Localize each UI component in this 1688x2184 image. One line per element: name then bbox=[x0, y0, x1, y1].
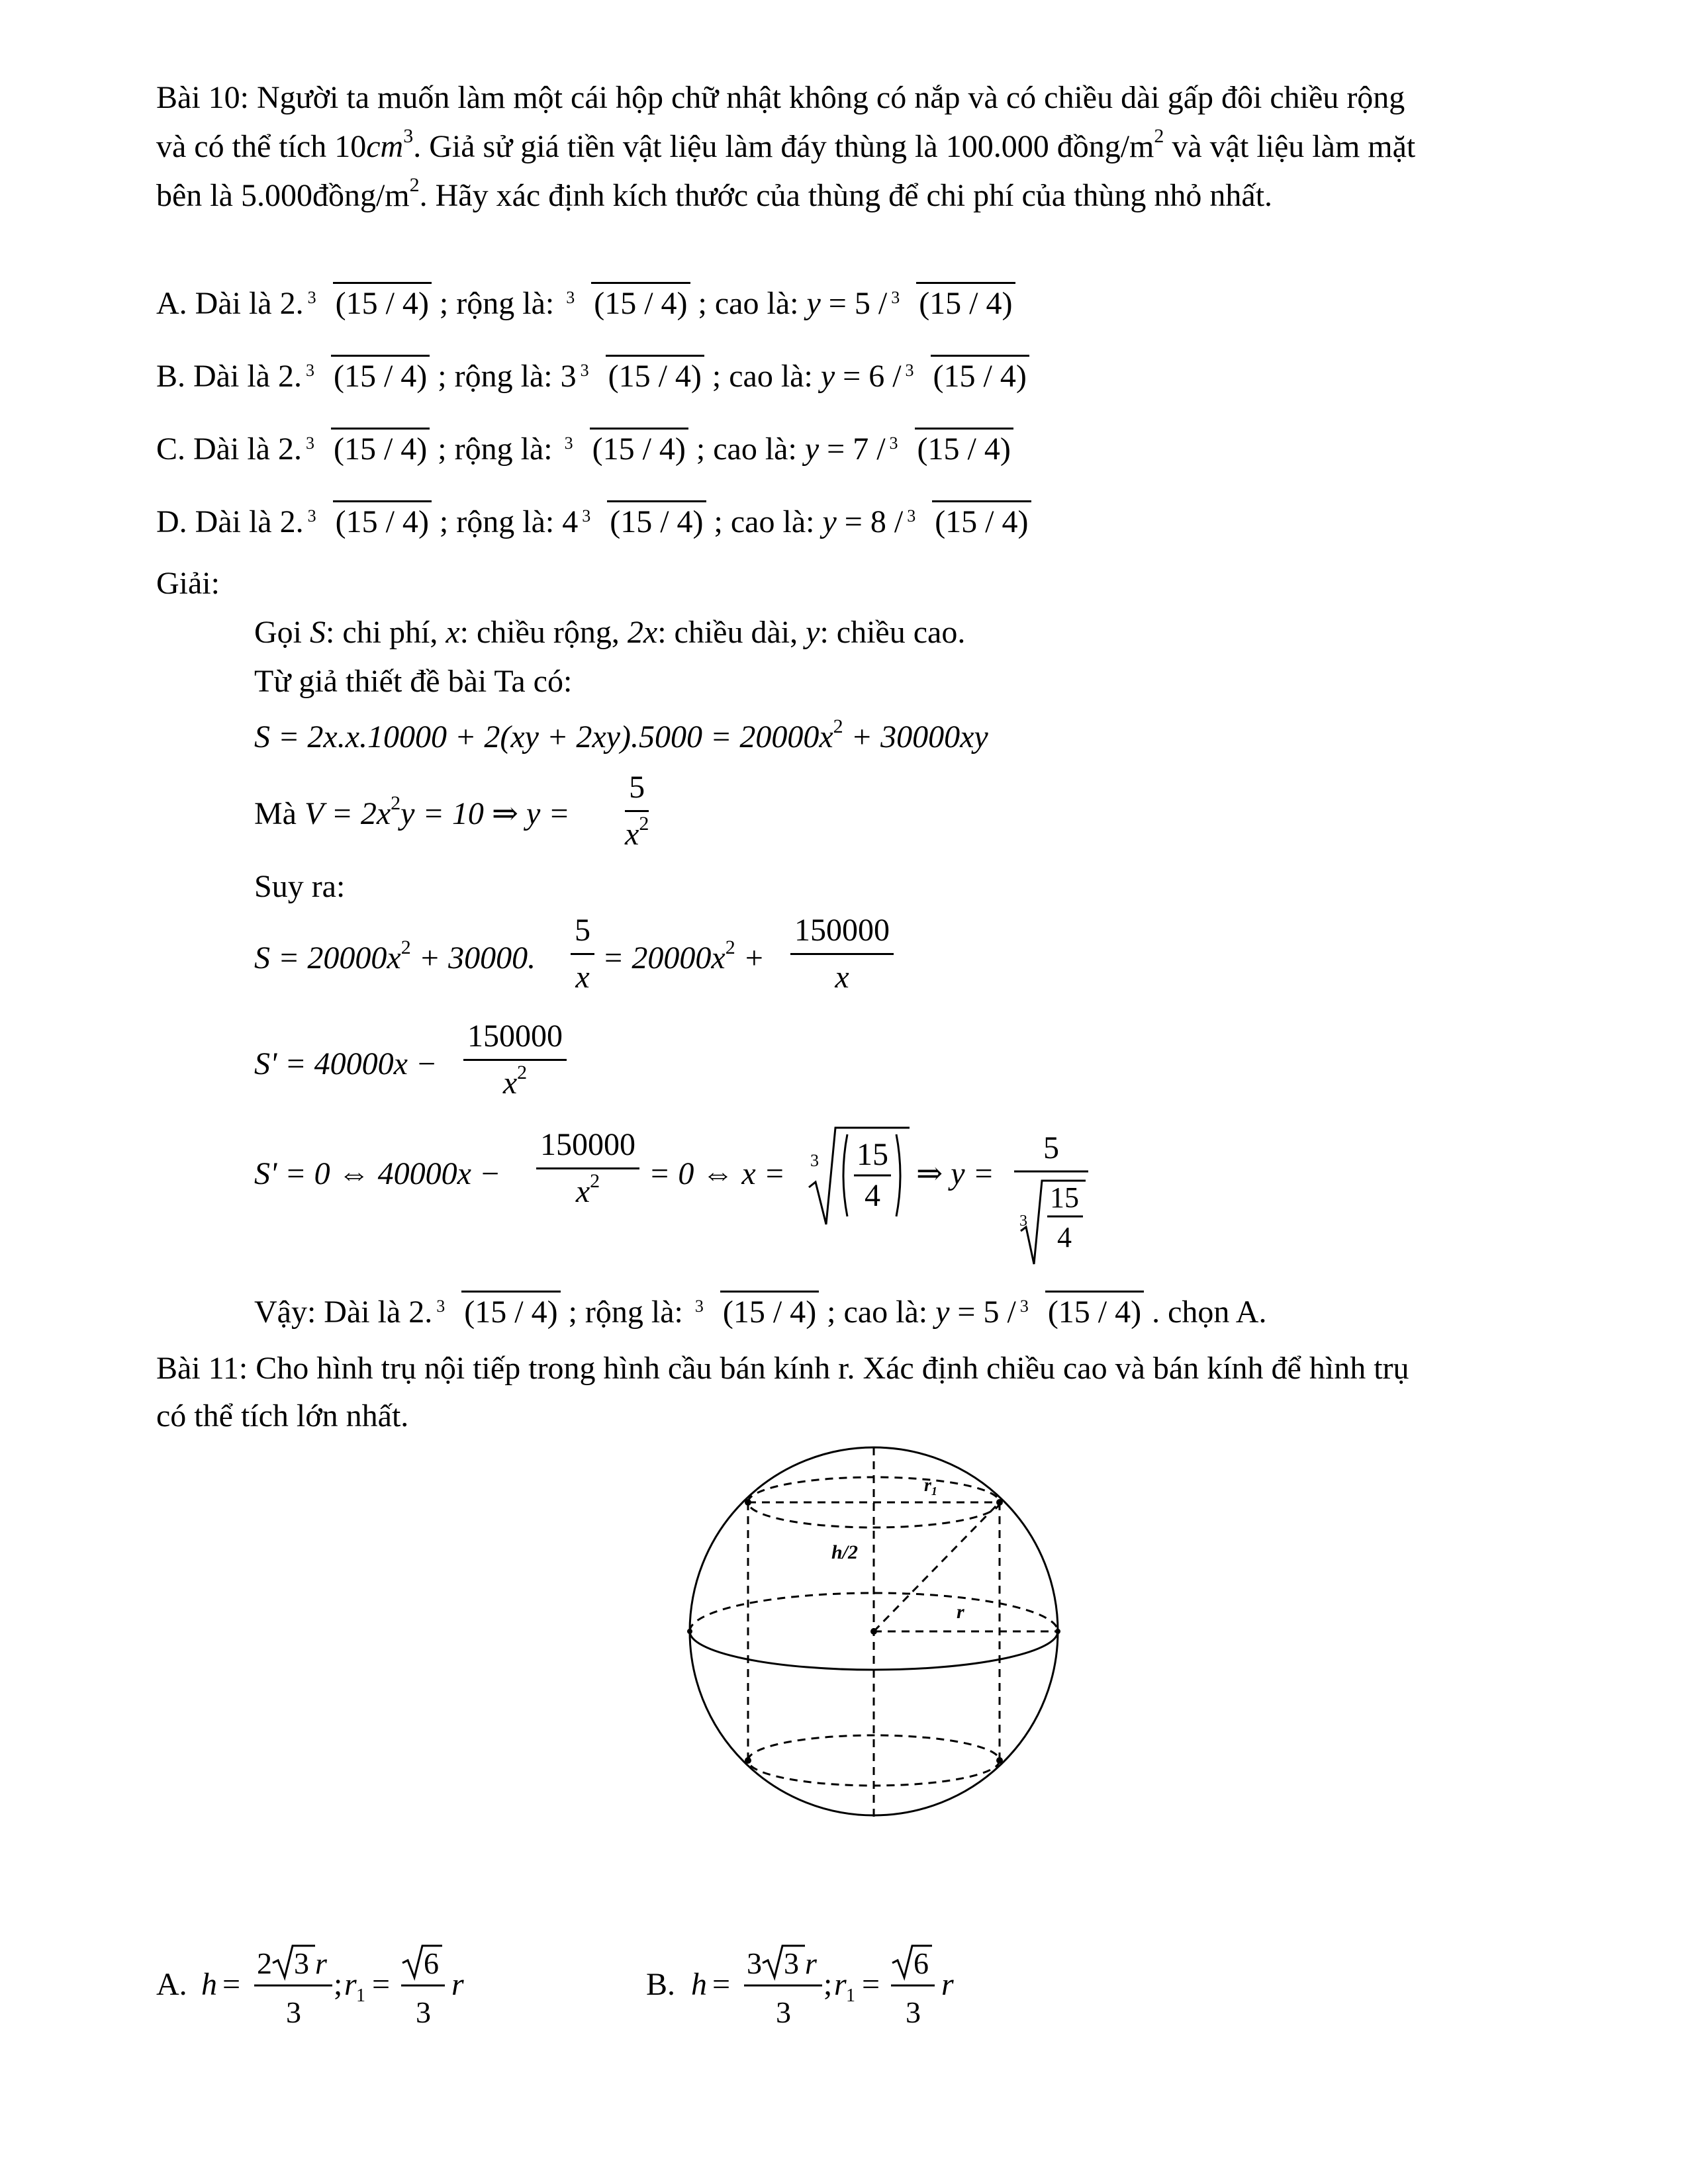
cube-root: 3 (15 / 4) bbox=[904, 356, 1029, 396]
suy-ra: Suy ra: bbox=[254, 869, 346, 904]
equation-s-cont: = $20000x^2$ + bbox=[602, 936, 765, 976]
cube-root: 3 (15 / 4) bbox=[906, 502, 1031, 542]
svg-text:6: 6 bbox=[914, 1946, 929, 1980]
svg-text:5: 5 bbox=[1043, 1130, 1059, 1165]
svg-text:6: 6 bbox=[424, 1946, 439, 1980]
solution-heading: Giải: bbox=[156, 566, 220, 601]
svg-text:r: r bbox=[941, 1967, 954, 2002]
cube-root: 3 (15 / 4) bbox=[563, 429, 688, 469]
svg-text:;: ; bbox=[823, 1967, 833, 2002]
svg-text:=: = bbox=[712, 1967, 731, 2002]
point bbox=[687, 1629, 692, 1634]
svg-text:3: 3 bbox=[906, 1995, 921, 2029]
svg-text:=: = bbox=[862, 1967, 880, 2002]
cube-root: 3 (15 / 4) bbox=[305, 356, 430, 396]
point bbox=[745, 1757, 751, 1764]
svg-text:=: = bbox=[372, 1967, 391, 2002]
svg-text:r: r bbox=[451, 1967, 464, 2002]
bai10-line2: và có thể tích $10cm^3$. Giả sử giá tiền vật liệu làm đáy thùng là 100.000 đồng/$m^2$ và vật liệu làm mặt bbox=[156, 125, 1416, 164]
svg-text:3: 3 bbox=[286, 1995, 301, 2029]
fraction-5-over-root bbox=[1011, 1125, 1091, 1271]
bai10-line3: bên là $5.000đồng/m^2$. Hãy xác định kích thước của thùng để chi phí của thùng nhỏ nhất. bbox=[156, 174, 1273, 213]
equation-s: $S = 20000x^2 + 30000$. bbox=[254, 936, 536, 976]
cube-root: 3 (15 / 4) bbox=[306, 502, 432, 542]
label-r: r bbox=[957, 1601, 964, 1623]
cube-root: 3 (15 / 4) bbox=[306, 283, 432, 324]
svg-text:r: r bbox=[344, 1967, 357, 2002]
cube-root: 3 (15 / 4) bbox=[565, 283, 690, 324]
label-r1: $r_1$ bbox=[924, 1475, 937, 1498]
equator-back bbox=[690, 1593, 1058, 1631]
bai11-line1: Bài 11: Cho hình trụ nội tiếp trong hình cầu bán kính r. Xác định chiều cao và bán kính để hình trụ bbox=[156, 1351, 1409, 1386]
svg-text:r: r bbox=[834, 1967, 847, 2002]
cube-root: 3 (15 / 4) bbox=[581, 502, 706, 542]
svg-text:3: 3 bbox=[416, 1995, 431, 2029]
svg-text:h: h bbox=[691, 1967, 707, 2002]
equator-front bbox=[690, 1631, 1058, 1670]
svg-text:A.: A. bbox=[156, 1967, 187, 2002]
sphere-cylinder-diagram bbox=[682, 1439, 1079, 1840]
svg-text:3: 3 bbox=[776, 1995, 791, 2029]
svg-text:3: 3 bbox=[747, 1946, 762, 1980]
cube-root: 3 (15 / 4) bbox=[579, 356, 704, 396]
cube-root: 3 (15 / 4) bbox=[435, 1292, 560, 1332]
solution-line2: Từ giả thiết đề bài Ta có: bbox=[254, 664, 573, 699]
option-c: C. Dài là 2. 3 (15 / 4) ; rộng là: 3 (15 / 4) ; cao là: y = 7 / 3 (15 / 4) bbox=[156, 429, 1013, 469]
svg-text:3: 3 bbox=[294, 1946, 309, 1980]
svg-text:B.: B. bbox=[646, 1967, 676, 2002]
radical-sign bbox=[806, 1118, 912, 1231]
point bbox=[745, 1499, 751, 1506]
solution-line1: Gọi S: chi phí, x: chiều rộng, 2x: chiều dài, y: chiều cao. bbox=[254, 615, 966, 650]
fraction-150000-over-x2: $\frac{150000}{x^2}$ bbox=[463, 1017, 567, 1103]
fraction-150000-over-x: $\frac{150000}{x}$ bbox=[790, 911, 894, 997]
conclusion: Vậy: Dài là 2. 3 (15 / 4) ; rộng là: 3 (15 / 4) ; cao là: y = 5 / 3 (15 / 4) . chọn A. bbox=[254, 1292, 1266, 1332]
option-a: A. Dài là 2. 3 (15 / 4) ; rộng là: 3 (15 / 4) ; cao là: y = 5 / 3 (15 / 4) bbox=[156, 283, 1015, 324]
answer-b bbox=[646, 1939, 1176, 2032]
option-d: D. Dài là 2. 3 (15 / 4) ; rộng là: 4 3 (15 / 4) ; cao là: y = 8 / 3 (15 / 4) bbox=[156, 502, 1031, 542]
point bbox=[1055, 1629, 1060, 1634]
svg-text:4: 4 bbox=[865, 1178, 880, 1213]
bai10-line1: Bài 10: Người ta muốn làm một cái hộp chữ nhật không có nắp và có chiều dài gấp đôi chiều rộng bbox=[156, 80, 1405, 115]
equation-derivative: S' = 40000x − bbox=[254, 1046, 438, 1081]
label-h2: h/2 bbox=[831, 1541, 859, 1563]
cube-root: 3 (15 / 4) bbox=[888, 429, 1013, 469]
svg-text:r: r bbox=[805, 1946, 817, 1980]
cube-root: 3 (15 / 4) bbox=[305, 429, 430, 469]
point bbox=[996, 1757, 1003, 1764]
svg-text:1: 1 bbox=[356, 1985, 365, 2006]
equation-critical-cont: = 0 ⇔ x = bbox=[649, 1156, 786, 1191]
svg-text:r: r bbox=[315, 1946, 327, 1980]
option-b: B. Dài là 2. 3 (15 / 4) ; rộng là: 3 3 (15 / 4) ; cao là: y = 6 / 3 (15 / 4) bbox=[156, 356, 1029, 396]
svg-text:3: 3 bbox=[1019, 1212, 1027, 1230]
fraction-5-over-x: $\frac{5}{x}$ bbox=[571, 911, 594, 997]
cube-root: 3 (15 / 4) bbox=[694, 1292, 819, 1332]
svg-text:=: = bbox=[222, 1967, 241, 2002]
cube-root: 3 (15 / 4) bbox=[1019, 1292, 1144, 1332]
svg-text:15: 15 bbox=[857, 1137, 888, 1172]
equation-volume: Mà $V = 2x^2y = 10$ ⇒ y = bbox=[254, 792, 570, 831]
svg-text:1: 1 bbox=[846, 1985, 855, 2006]
svg-text:3: 3 bbox=[810, 1151, 819, 1170]
equation-critical: S' = 0 ⇔ 40000x − bbox=[254, 1156, 501, 1191]
fraction-150000-over-x2-b: $\frac{150000}{x^2}$ bbox=[536, 1125, 639, 1212]
equation-cost: $S = 2x.x.10000 + 2(xy + 2xy).5000 = 20000x^2 + 30000xy$ bbox=[254, 715, 988, 754]
equation-y-eq: ⇒ y = bbox=[916, 1156, 994, 1191]
radius-slant bbox=[874, 1502, 1000, 1631]
svg-text:h: h bbox=[201, 1967, 217, 2002]
bai11-line2: có thể tích lớn nhất. bbox=[156, 1398, 409, 1433]
svg-text:15: 15 bbox=[1050, 1181, 1079, 1214]
root-15-over-4 bbox=[806, 1118, 912, 1224]
svg-text:;: ; bbox=[334, 1967, 343, 2002]
sphere-cylinder-svg bbox=[682, 1439, 1079, 1837]
fraction-5-over-x2: $\frac{5}{x^2}$ bbox=[625, 768, 649, 854]
answer-b-formula bbox=[646, 1939, 1176, 2038]
answer-a bbox=[156, 1939, 686, 2032]
svg-text:4: 4 bbox=[1057, 1221, 1072, 1253]
fraction-graphic bbox=[1011, 1125, 1091, 1271]
answer-a-formula bbox=[156, 1939, 686, 2038]
cube-root: 3 (15 / 4) bbox=[890, 283, 1015, 324]
svg-text:3: 3 bbox=[784, 1946, 799, 1980]
svg-text:2: 2 bbox=[257, 1946, 272, 1980]
center-point bbox=[870, 1628, 877, 1635]
point bbox=[996, 1499, 1003, 1506]
